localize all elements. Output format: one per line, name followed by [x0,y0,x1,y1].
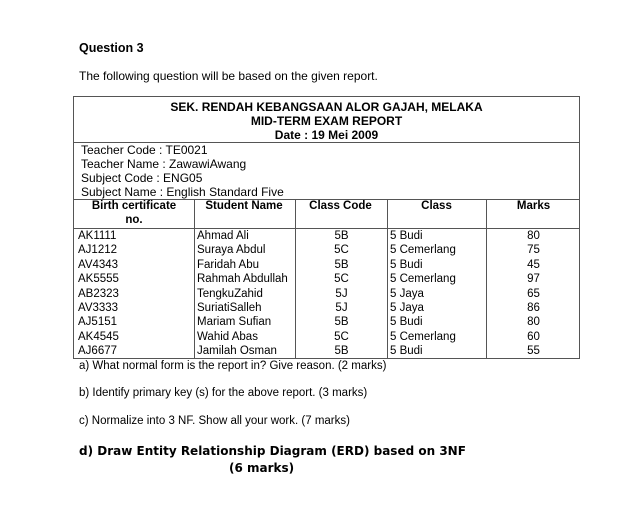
class-cell: 5 Cemerlang [390,273,456,286]
birth-cert-cell: AJ5151 [78,316,118,329]
student-name-cell: Faridah Abu [197,258,260,271]
col-header-class: Class [421,200,452,212]
birth-cert-cell: AV4343 [78,258,119,271]
col-divider [295,199,296,359]
question-part-d-marks: (6 marks) [229,461,295,475]
class-code-cell: 5B [334,316,349,329]
marks-cell: 80 [527,230,540,242]
birth-cert-cell: AB2323 [78,287,119,300]
class-code-cell: 5C [334,244,349,257]
subject-name: Subject Name : English Standard Five [81,185,284,199]
class-code-cell: 5C [334,330,349,343]
question-intro: The following question will be based on the given report. [79,69,378,83]
marks-cell: 80 [527,316,540,329]
class-cell: 5 Budi [390,316,423,329]
marks-cell: 60 [527,330,540,343]
class-code-cell: 5B [334,258,349,271]
marks-cell: 97 [527,273,540,286]
student-name-cell: Suraya Abdul [197,244,266,257]
marks-cell: 55 [527,345,540,358]
birth-cert-cell: AK4545 [78,330,119,343]
class-code-cell: 5B [334,345,349,358]
student-name-cell: Ahmad Ali [197,230,249,242]
question-part-a: a) What normal form is the report in? Give reason. (2 marks) [79,360,387,372]
student-name-cell: SuriatiSalleh [197,302,262,314]
school-name: SEK. RENDAH KEBANGSAAN ALOR GAJAH, MELAKA [170,100,483,114]
class-code-cell: 5J [335,302,348,314]
report-date: Date : 19 Mei 2009 [274,128,379,142]
marks-cell: 75 [527,244,540,257]
col-divider [387,199,388,359]
birth-cert-cell: AJ1212 [78,244,118,257]
class-code-cell: 5C [334,273,349,286]
col-header-birth-cert-no: no. [125,214,143,226]
birth-cert-cell: AK5555 [78,273,119,286]
col-header-student-name: Student Name [205,200,283,212]
student-name-cell: Jamilah Osman [197,345,277,358]
col-divider [194,199,195,359]
exam-report-table [73,96,580,359]
student-name-cell: TengkuZahid [197,287,263,300]
teacher-code: Teacher Code : TE0021 [81,143,208,157]
report-title: MID-TERM EXAM REPORT [250,114,403,128]
class-cell: 5 Jaya [390,302,424,314]
col-header-birth-cert: Birth certificate [91,200,177,212]
question-part-c: c) Normalize into 3 NF. Show all your work. (7 marks) [79,415,350,427]
question-part-b: b) Identify primary key (s) for the above report. (3 marks) [79,387,368,399]
class-cell: 5 Cemerlang [390,330,456,343]
question-heading: Question 3 [79,41,144,55]
class-cell: 5 Jaya [390,287,424,300]
col-header-marks: Marks [516,200,551,212]
student-name-cell: Rahmah Abdullah [197,273,288,286]
class-cell: 5 Budi [390,258,423,271]
marks-cell: 65 [527,287,540,300]
class-cell: 5 Cemerlang [390,244,456,257]
birth-cert-cell: AV3333 [78,302,119,314]
student-name-cell: Wahid Abas [197,330,258,343]
class-cell: 5 Budi [390,230,423,242]
birth-cert-cell: AK1111 [78,230,117,242]
birth-cert-cell: AJ6677 [78,345,118,358]
marks-cell: 45 [527,258,540,271]
question-part-d: d) Draw Entity Relationship Diagram (ERD) based on 3NF [79,444,466,458]
col-header-class-code: Class Code [309,200,372,212]
class-code-cell: 5J [335,287,348,300]
subject-code: Subject Code : ENG05 [81,171,203,185]
marks-cell: 86 [527,302,540,314]
student-name-cell: Mariam Sufian [197,316,272,329]
class-code-cell: 5B [334,230,349,242]
class-cell: 5 Budi [390,345,423,358]
teacher-name: Teacher Name : ZawawiAwang [81,157,247,171]
